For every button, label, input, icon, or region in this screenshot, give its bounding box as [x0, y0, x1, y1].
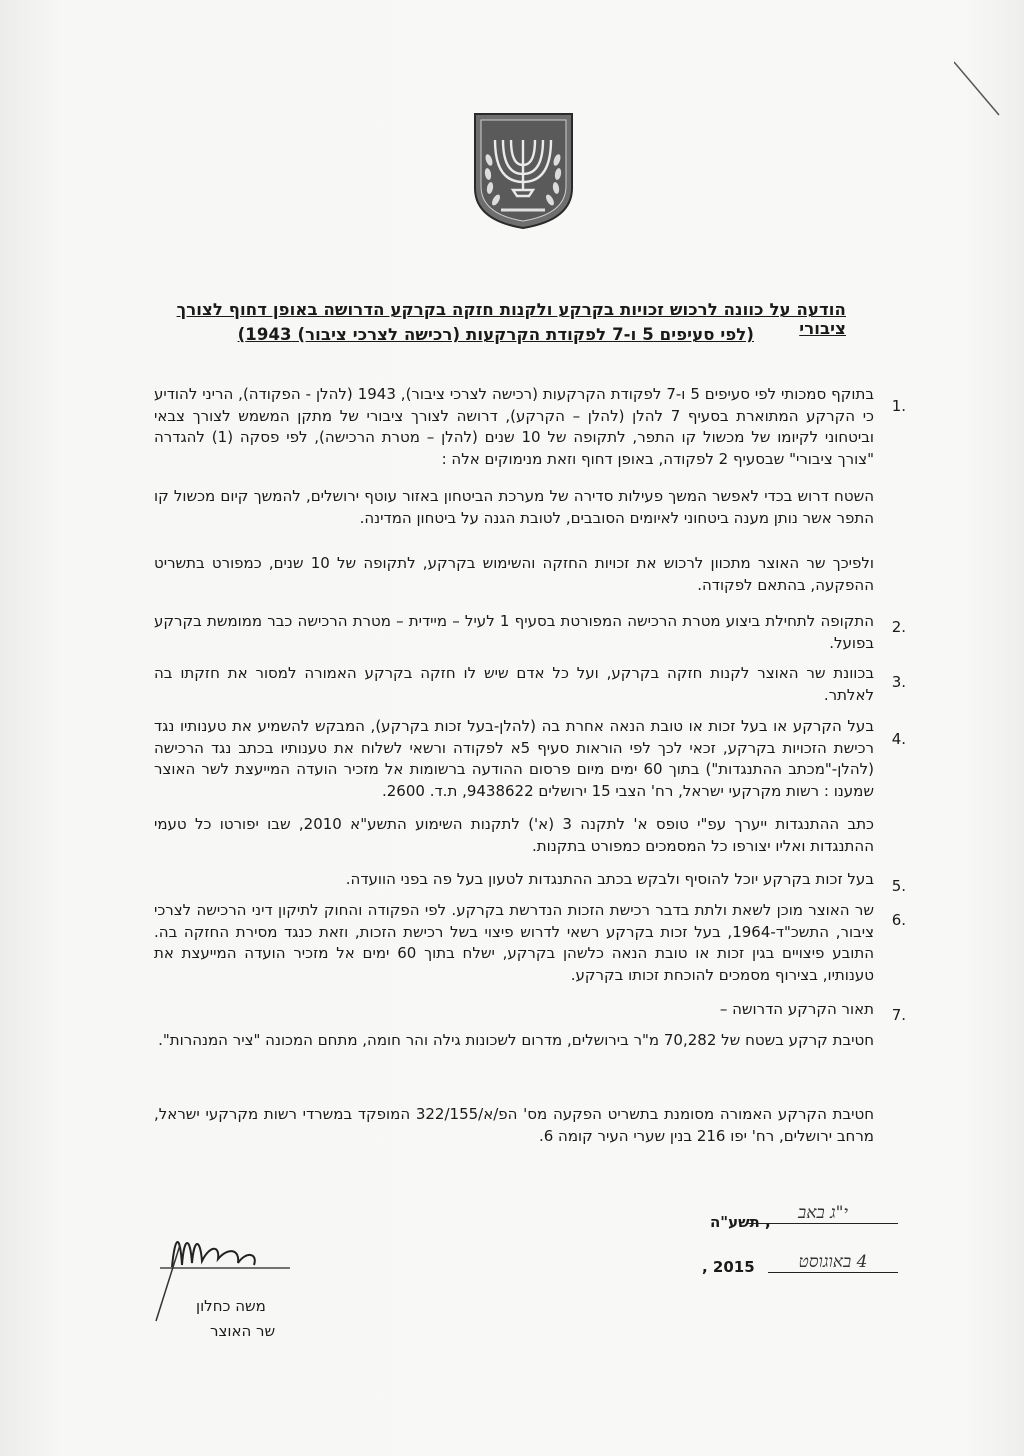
section-number: 6. [891, 911, 906, 929]
section-7-heading: תאור הקרקע הדרושה – [719, 1000, 874, 1018]
pen-mark-icon [954, 60, 1014, 120]
section-number: 2. [891, 618, 906, 636]
section-3-text: בכוונת שר האוצר לקנות חזקה בקרקע, ועל כל אדם שיש לו חזקה בקרקע האמורה למסור את חזקתו בה לאלתר. [154, 664, 874, 704]
section-number: 1. [891, 397, 906, 415]
section-number: 3. [891, 673, 906, 691]
section-6-text: שר האוצר מוכן לשאת ולתת בדבר רכישת הזכות הנדרשת בקרקע. לפי הפקודה והחוק לתיקון דיני הרכישה לצרכי ציבור, התשכ"ד-1964, בעל זכות בקרקע רשאי לדרוש פיצוי בשל רכישת הזכות, וזאת כנגד מסירת החזקה בה. התובע פיצויים בגין זכות או טובת הנאה כלשהן בקרקע, ישלח בתוך 60 ימים אל מזכיר הועדה המייעצת את טענותיו, בצירוף מסמכים להוכחת זכותו בקרקע. [154, 901, 875, 984]
section-2-text: התקופה לתחילת ביצוע מטרת הרכישה המפורטת בסעיף 1 לעיל – מיידית – מטרת הרכישה כבר ממומשת בקרקע בפועל. [154, 612, 875, 652]
section-4-objection-form: כתב ההתנגדות ייערך עפ"י טופס א' לתקנה 3 (א') לתקנות השימוע התשע"א 2010, שבו יפורטו כל טעמי ההתנגדות ואליו יצורפו כל המסמכים כמפורט בתקנות. [154, 815, 874, 855]
section-number: 7. [891, 1006, 906, 1024]
notice-subtitle: (לפי סעיפים 5 ו-7 לפקודת הקרקעות (רכישה לצרכי ציבור) 1943) [237, 325, 754, 344]
hebrew-date-handwritten: י"ג באב [748, 1203, 898, 1224]
section-number: 4. [891, 730, 906, 748]
land-description: חטיבת קרקע בשטח של 70,282 מ"ר בירושלים, מדרום לשכונות גילה והר חומה, מתחם המכונה "ציר המנהרות". [158, 1031, 874, 1049]
state-of-israel-emblem-icon [471, 110, 576, 230]
section-number: 5. [891, 877, 906, 895]
signer-name: משה כחלון [196, 1297, 266, 1315]
gregorian-date-handwritten: 4 באוגוסט [768, 1252, 898, 1273]
section-5-text: בעל זכות בקרקע יוכל להוסיף ולבקש בכתב ההתנגדות לטעון בעל פה בפני הוועדה. [345, 870, 874, 888]
section-4-text: בעל הקרקע או בעל זכות או טובת הנאה אחרת בה (להלן-בעל זכות בקרקע), המבקש להשמיע את טענותיו נגד רכישת הזכויות בקרקע, זכאי לכך לפי הוראות סעיף 5א לפקודה ורשאי לשלוח את טענותיו בכתב נגד הרכישה (להלן-"מכתב ההתנגדות") בתוך 60 ימים מיום פרסום ההודעה ברשומות אל מזכיר הועדה המייעצת לשר האוצר שמענו : רשות מקרקעי ישראל, רח' הצבי 15 ירושלים 9438622, ת.ד. 2600. [154, 717, 874, 800]
hebrew-date-suffix: , תשע"ה [710, 1213, 771, 1231]
notice-title: הודעה על כוונה לרכוש זכויות בקרקע ולקנות חזקה בקרקע הדרושה באופן דחוף לצורך ציבורי [176, 300, 846, 338]
section-1-conclusion: ולפיכך שר האוצר מתכוון לרכוש את זכויות החזקה והשימוש בקרקע, לתקופה של 10 שנים, כמפורט בתשריט ההפקעה, בהתאם לפקודה. [154, 554, 874, 594]
section-1-text: בתוקף סמכותי לפי סעיפים 5 ו-7 לפקודת הקרקעות (רכישה לצרכי ציבור), 1943 (להלן - הפקודה), הריני להודיע כי הקרקע המתוארת בסעיף 7 להלן (להלן – הקרקע), דרושה לצורך ציבורי של מתקן המשמש לצורך צבאי וביטחוני לקיומו של מכשול קו התפר, לתקופה של 10 שנים (להלן – מטרת הרכישה), לפי פסקה (1) להגדרה "צורך ציבורי" שבסעיף 2 לפקודה, באופן דחוף וזאת מנימוקים אלה : [154, 385, 874, 468]
signer-title: שר האוצר [210, 1322, 276, 1340]
section-1-reason: השטח דרוש בכדי לאפשר המשך פעילות סדירה של מערכת הביטחון באזור עוטף ירושלים, להמשך קיום מכשול קו התפר אשר נותן מענה ביטחוני לאיומים הסובבים, לטובת הגנה על ביטחון המדינה. [154, 487, 874, 527]
land-plan-reference: חטיבת הקרקע האמורה מסומנת בתשריט הפקעה מס' הפ/א/322/155 המופקד במשרדי רשות מקרקעי ישראל, מרחב ירושלים, רח' יפו 216 בנין שערי העיר קומה 6. [154, 1105, 874, 1145]
gregorian-date-suffix: 2015 , [702, 1258, 755, 1276]
